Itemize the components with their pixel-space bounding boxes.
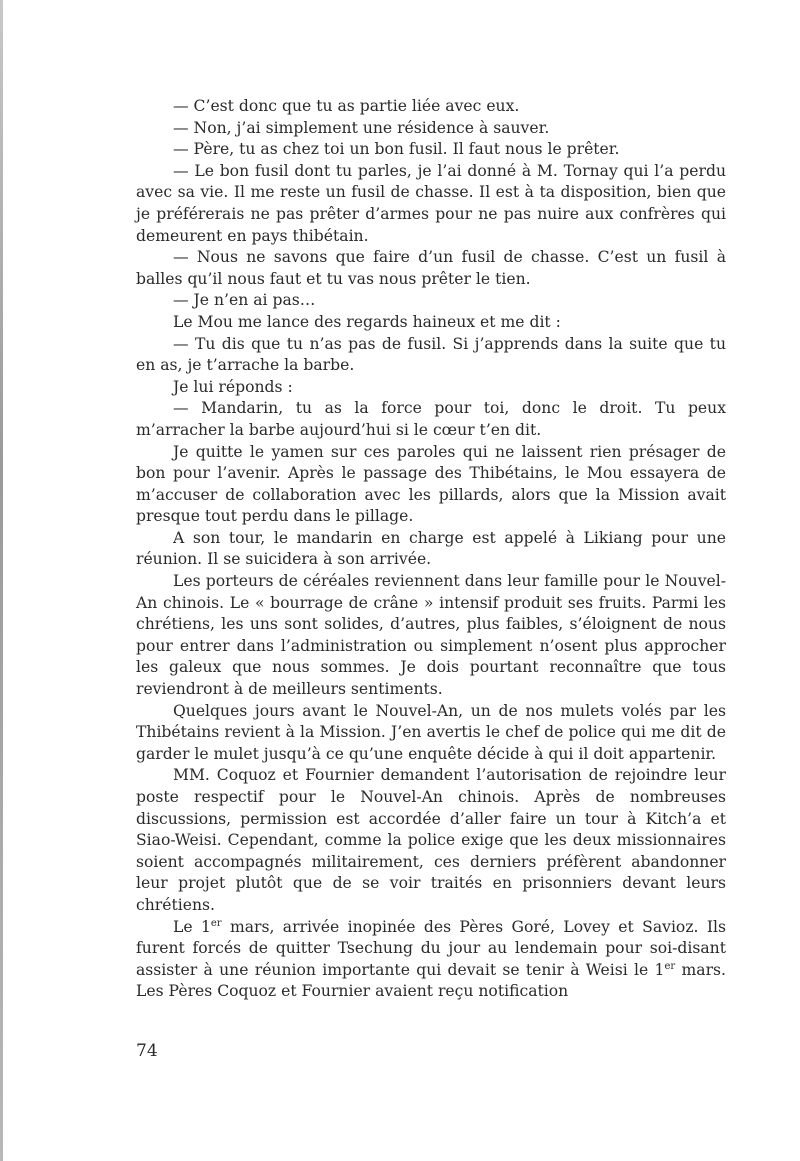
- paragraph: — Le bon fusil dont tu parles, je l’ai donné à M. Tornay qui l’a perdu avec sa vie. Il me reste un fusil de chasse. Il est à ta disposition, bien que je préférerais ne pas prêter d’armes pour ne pas nuire aux confrères qui demeurent en pays thibétain.: [136, 161, 726, 245]
- page-binding-edge: [0, 0, 3, 1161]
- paragraph: — C’est donc que tu as partie liée avec eux.: [173, 97, 520, 115]
- paragraph: A son tour, le mandarin en charge est appelé à Likiang pour une réunion. Il se suicidera à son arrivée.: [136, 528, 726, 569]
- paragraph: Les porteurs de céréales reviennent dans leur famille pour le Nouvel-An chinois. Le « bourrage de crâne » intensif produit ses fruits. Parmi les chrétiens, les uns sont solides, d’autres, plus faibles, s’éloignent de nous pour entrer dans l’administration ou simplement n’osent plus approcher les galeux que nous sommes. Je dois pourtant reconnaître que tous reviendront à de meilleurs sentiments.: [136, 572, 726, 699]
- paragraph: Quelques jours avant le Nouvel-An, un de nos mulets volés par les Thibétains revient à la Mission. J’en avertis le chef de police qui me dit de garder le mulet jusqu’à ce qu’une enquête décide à qui il doit appartenir.: [136, 701, 726, 763]
- paragraph: Je lui réponds :: [173, 377, 293, 396]
- body-text: [136, 96, 726, 1003]
- paragraph: — Père, tu as chez toi un bon fusil. Il faut nous le prêter.: [173, 140, 620, 159]
- paragraph: MM. Coquoz et Fournier demandent l’autorisation de rejoindre leur poste respectif pour le Nouvel-An chinois. Après de nombreuses discussions, permission est accordée d’aller faire un tour à Kitch’a et Siao-Weisi. Cependant, comme la police exige que les deux missionnaires soient accompagnés militairement, ces derniers préfèrent abandonner leur projet plutôt que de se voir traités en prisonniers devant leurs chrétiens.: [136, 766, 726, 914]
- paragraph: Je quitte le yamen sur ces paroles qui ne laissent rien présager de bon pour l’avenir. Après le passage des Thibétains, le Mou essayera de m’accuser de collaboration avec les pillards, alors que la Mission avait presque tout perdu dans le pillage.: [136, 442, 726, 526]
- superscript: er: [210, 917, 222, 929]
- paragraph: — Tu dis que tu n’as pas de fusil. Si j’apprends dans la suite que tu en as, je t’arrache la barbe.: [136, 334, 726, 375]
- paragraph: — Mandarin, tu as la force pour toi, donc le droit. Tu peux m’arracher la barbe aujourd’hui si le cœur t’en dit.: [136, 399, 726, 439]
- paragraph: — Non, j’ai simplement une résidence à sauver.: [173, 118, 550, 137]
- paragraph: — Nous ne savons que faire d’un fusil de chasse. C’est un fusil à balles qu’il nous faut et tu vas nous prêter le tien.: [136, 248, 726, 288]
- paragraph: — Je n’en ai pas…: [173, 291, 316, 310]
- text-run: mars. Les Pères Coquoz et Fournier avaient reçu notification: [136, 960, 726, 1001]
- text-run: mars, arrivée inopinée des Pères Goré, Lovey et Savioz. Ils furent forcés de quitter Tsechung du jour au lendemain pour soi-disant assister à une réunion importante qui devait se tenir à Weisi le 1: [136, 917, 726, 979]
- paragraph: Le Mou me lance des regards haineux et me dit :: [173, 312, 561, 331]
- superscript: er: [664, 960, 676, 972]
- text-run: Le 1: [173, 917, 211, 936]
- page-number: 74: [136, 1041, 158, 1061]
- last-paragraph: [136, 917, 726, 1003]
